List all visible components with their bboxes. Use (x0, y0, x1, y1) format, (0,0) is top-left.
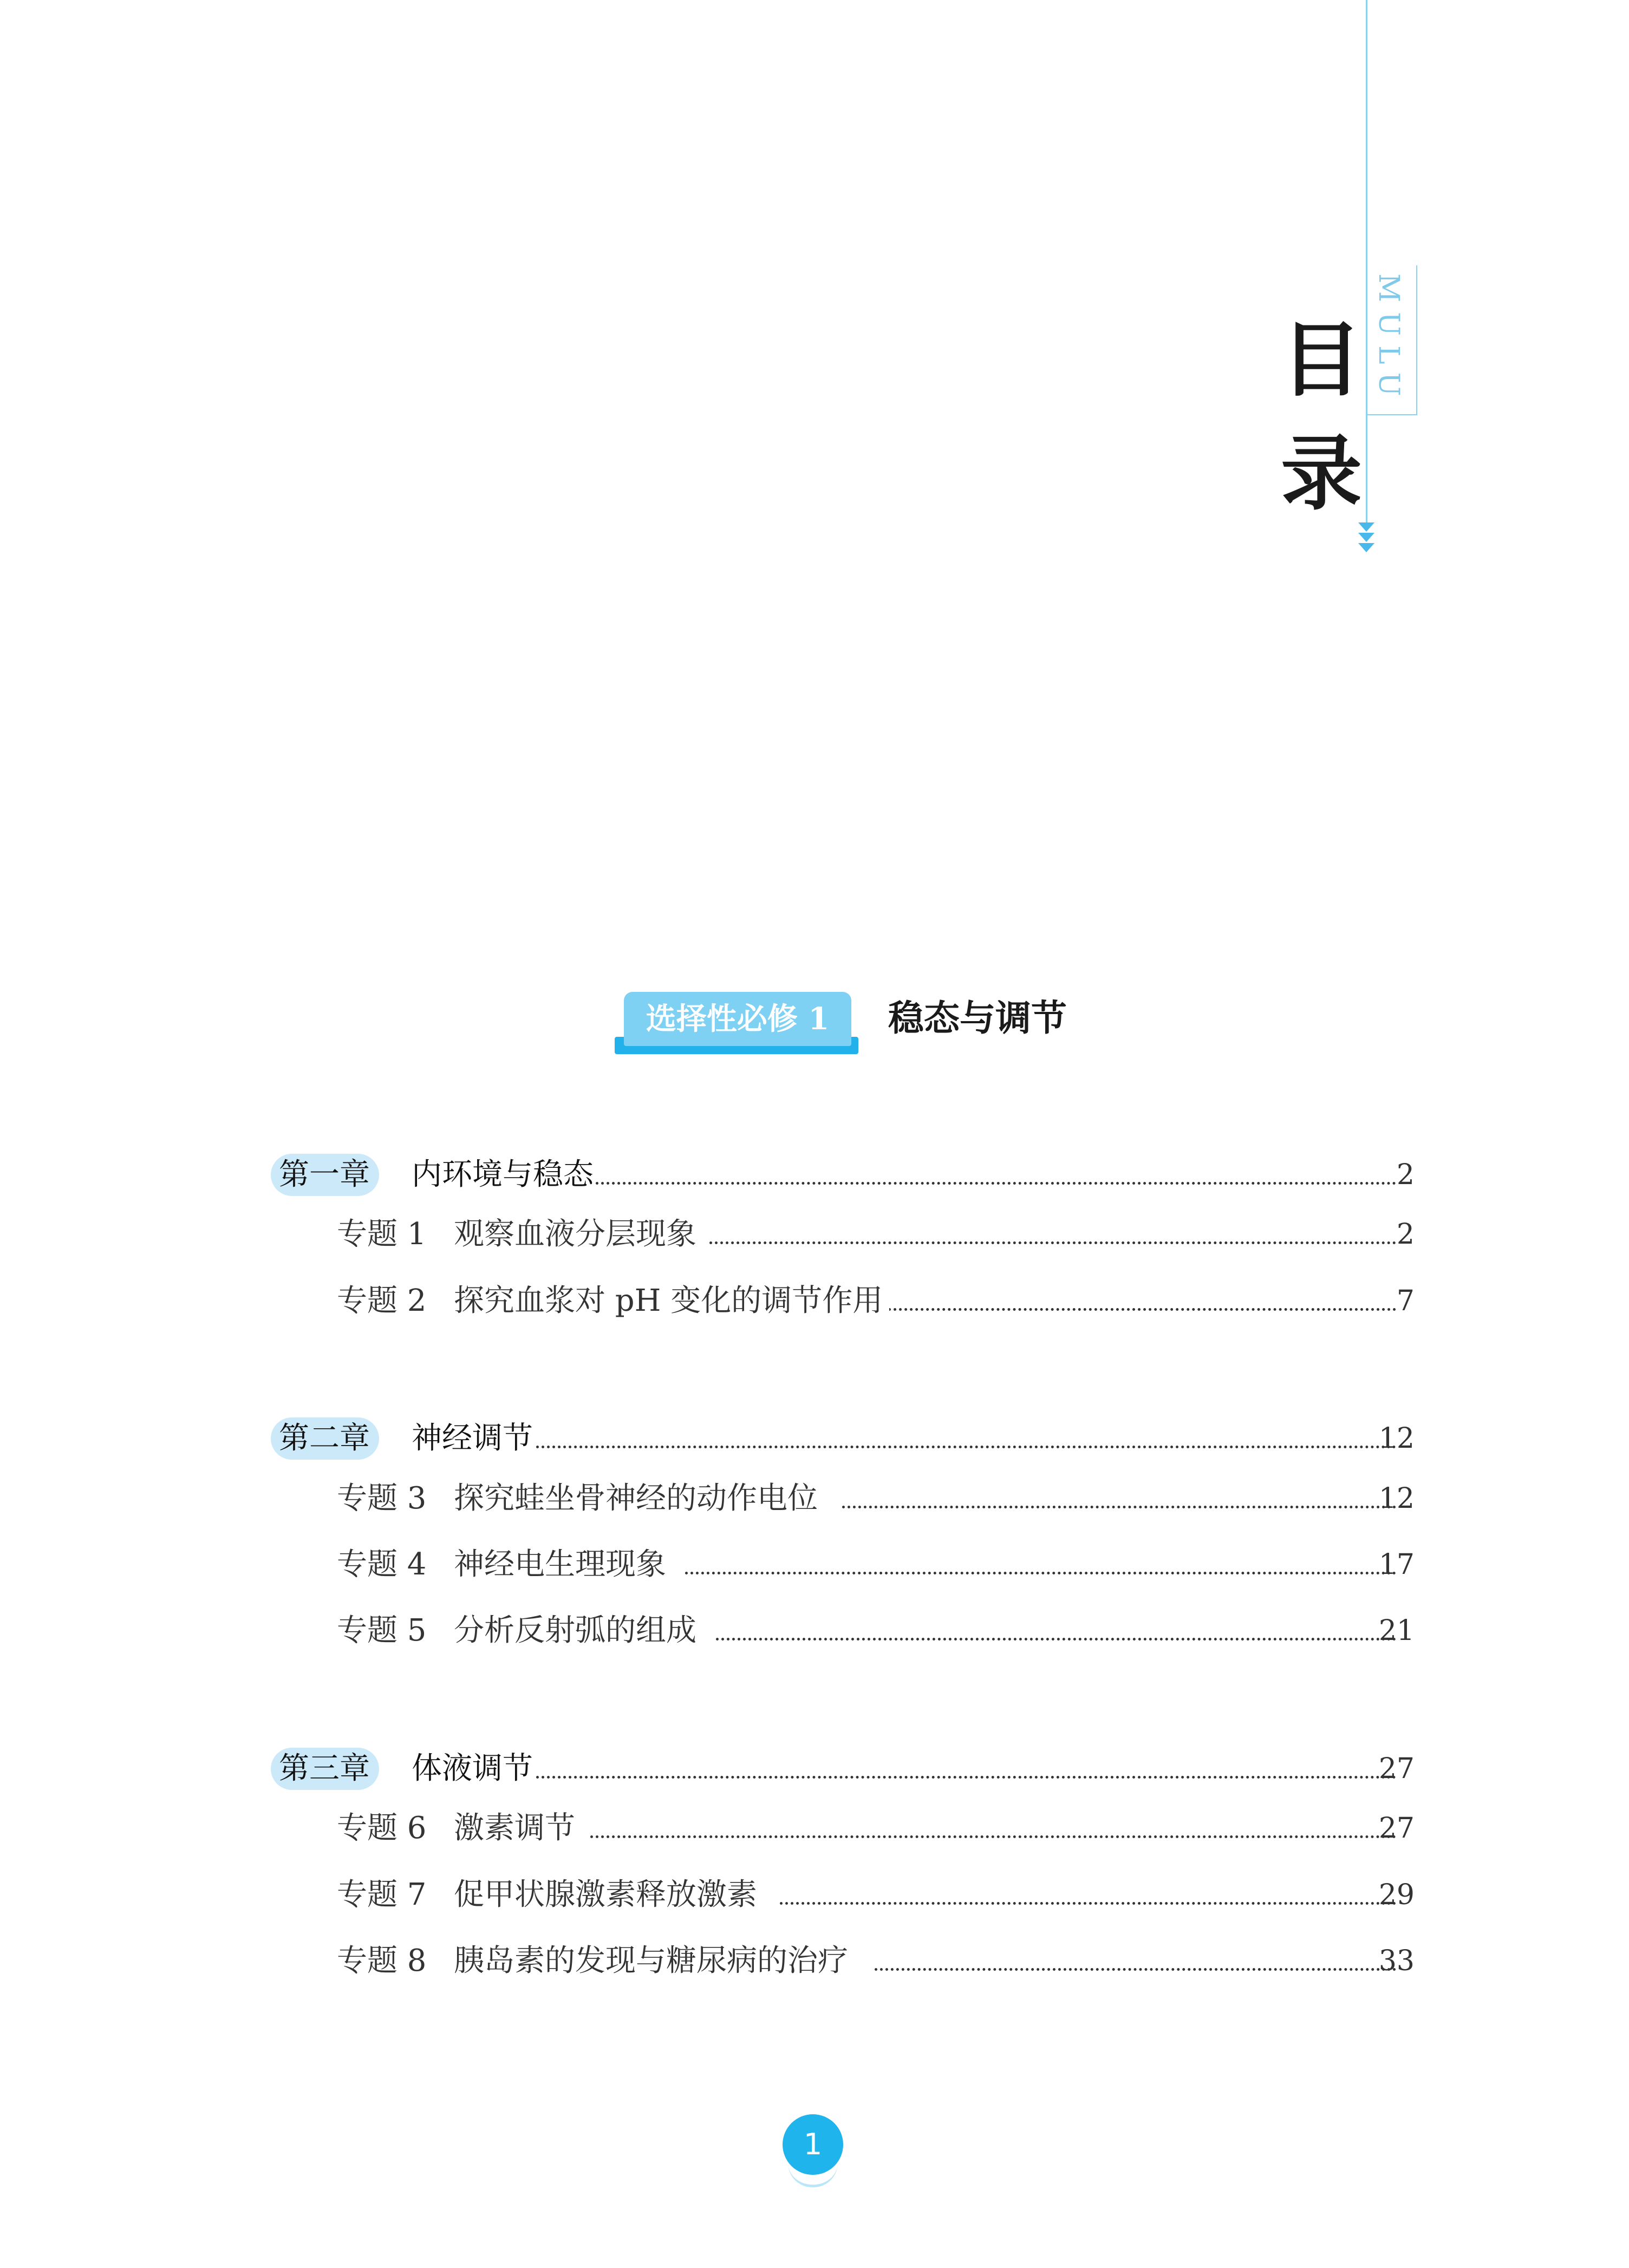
page-ref: 27 (1378, 1812, 1415, 1845)
toc-topic-6[interactable] (0, 1804, 1629, 1853)
dot-leader (716, 1638, 1396, 1640)
dot-leader (536, 1776, 1396, 1779)
topic-label: 专题 2 (337, 1283, 427, 1318)
toc-chapter-2[interactable] (0, 1414, 1629, 1463)
topic-title: 激素调节 (454, 1804, 582, 1853)
topic-label: 专题 4 (337, 1547, 427, 1582)
page-ref: 7 (1396, 1285, 1415, 1317)
topic-title: 分析反射弧的组成 (454, 1606, 703, 1655)
mulu-pinyin: MULU (1372, 273, 1405, 406)
chapter-title: 体液调节 (412, 1744, 535, 1793)
section-header (612, 985, 1099, 1056)
chevron-down-icon (1357, 522, 1376, 553)
page-ref: 2 (1396, 1159, 1415, 1191)
topic-label: 专题 8 (337, 1943, 427, 1978)
toc-topic-4[interactable] (0, 1540, 1629, 1589)
section-tab: 选择性必修 1 (624, 992, 851, 1046)
toc-topic-5[interactable] (0, 1606, 1629, 1655)
chapter-title: 内环境与稳态 (412, 1151, 596, 1199)
dot-leader (590, 1835, 1396, 1838)
page-ref: 21 (1378, 1615, 1415, 1647)
page-ref: 17 (1378, 1548, 1415, 1581)
page-ref: 12 (1378, 1482, 1415, 1515)
page-ref: 2 (1396, 1218, 1415, 1251)
dot-leader (536, 1446, 1396, 1448)
topic-title: 胰岛素的发现与糖尿病的治疗 (454, 1937, 855, 1985)
dot-leader (875, 1968, 1396, 1971)
chapter-label: 第三章 (279, 1751, 370, 1786)
page-ref: 27 (1378, 1753, 1415, 1785)
toc-topic-7[interactable] (0, 1871, 1629, 1919)
section-title: 稳态与调节 (888, 997, 1067, 1039)
page-number: 1 (783, 2114, 843, 2175)
dot-leader (709, 1241, 1396, 1244)
chapter-label: 第二章 (279, 1421, 370, 1456)
toc-chapter-1[interactable] (0, 1151, 1629, 1199)
toc-chapter-3[interactable] (0, 1744, 1629, 1793)
toc-topic-1[interactable] (0, 1210, 1629, 1259)
topic-title: 促甲状腺激素释放激素 (454, 1871, 764, 1919)
page-ref: 12 (1378, 1422, 1415, 1455)
topic-title: 探究血浆对 pH 变化的调节作用 (454, 1277, 889, 1325)
chapter-label: 第一章 (279, 1157, 370, 1192)
topic-label: 专题 6 (337, 1811, 427, 1846)
toc-topic-8[interactable] (0, 1937, 1629, 1985)
dot-leader (780, 1902, 1396, 1905)
dot-leader (842, 1506, 1396, 1508)
topic-title: 观察血液分层现象 (454, 1210, 703, 1259)
topic-label: 专题 3 (337, 1481, 427, 1516)
toc-topic-3[interactable] (0, 1474, 1629, 1523)
page-ref: 29 (1378, 1879, 1415, 1911)
topic-label: 专题 1 (337, 1217, 427, 1252)
page-title-char-2: 录 (1281, 426, 1363, 521)
topic-title: 神经电生理现象 (454, 1540, 673, 1589)
toc-topic-2[interactable] (0, 1277, 1629, 1325)
dot-leader (888, 1308, 1396, 1311)
page-ref: 33 (1378, 1945, 1415, 1977)
topic-title: 探究蛙坐骨神经的动作电位 (454, 1474, 824, 1523)
chapter-title: 神经调节 (412, 1414, 535, 1463)
page-title-char-1: 目 (1281, 312, 1363, 408)
dot-leader (685, 1572, 1396, 1574)
dot-leader (596, 1182, 1396, 1185)
topic-label: 专题 7 (337, 1877, 427, 1912)
topic-label: 专题 5 (337, 1613, 427, 1648)
